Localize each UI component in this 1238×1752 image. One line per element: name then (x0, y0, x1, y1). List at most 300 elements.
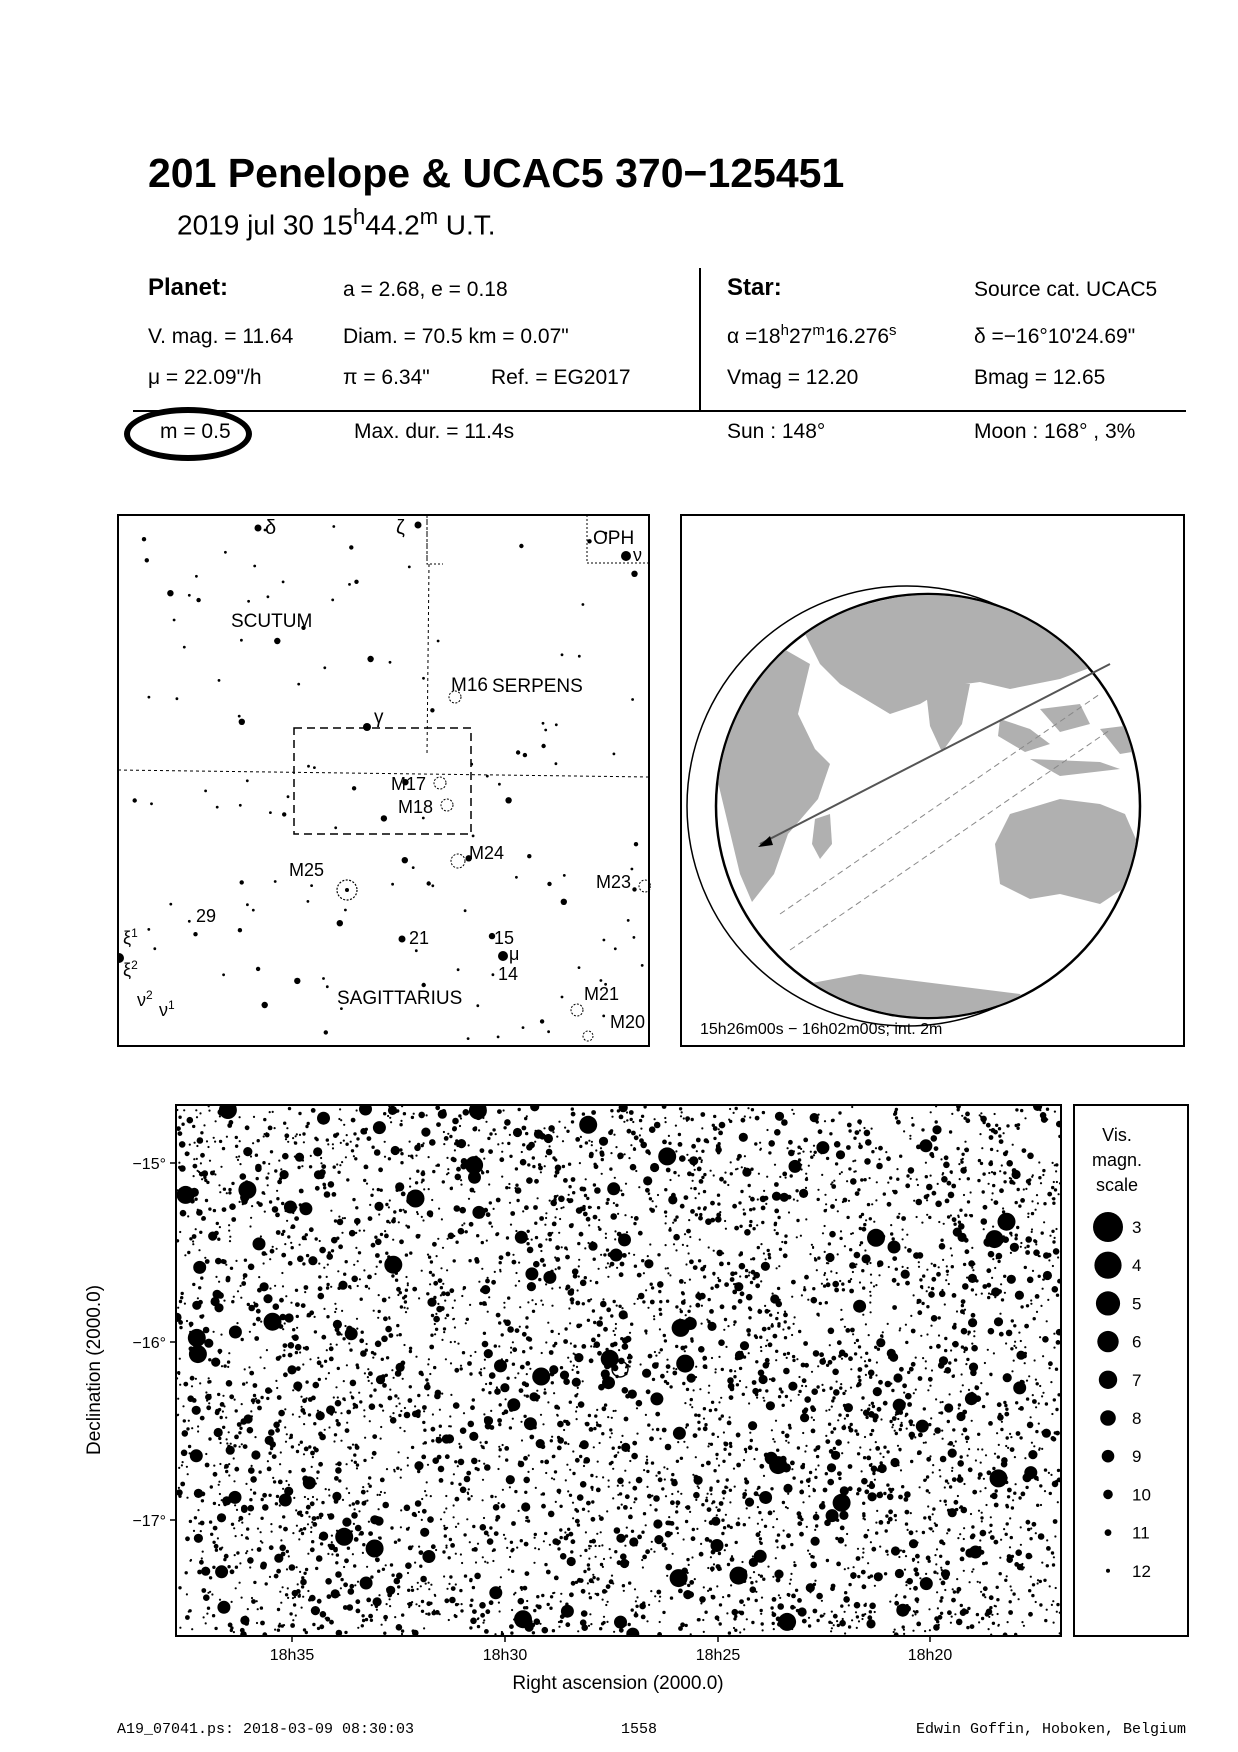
field-star (605, 1237, 607, 1239)
field-star (558, 1232, 560, 1234)
field-star (1015, 1549, 1022, 1556)
field-star (876, 1510, 878, 1512)
field-star (294, 1141, 296, 1143)
field-star (928, 1291, 935, 1298)
field-star (991, 1277, 993, 1279)
field-star (532, 1310, 535, 1313)
field-star (310, 1155, 312, 1157)
field-star (251, 1465, 253, 1467)
field-star (197, 1570, 202, 1575)
field-star (742, 1393, 745, 1396)
field-star (692, 1528, 695, 1531)
field-star (664, 1117, 666, 1119)
field-star (426, 1481, 428, 1483)
field-star (868, 1370, 875, 1377)
field-star (558, 1333, 560, 1335)
field-star (1041, 1448, 1043, 1450)
field-star (784, 1320, 787, 1323)
field-star (337, 1396, 339, 1398)
field-star (583, 1460, 586, 1463)
field-star (878, 1274, 880, 1276)
field-star (307, 1122, 310, 1125)
field-star (966, 1441, 968, 1443)
field-star (302, 1262, 305, 1265)
field-star (552, 1455, 555, 1458)
field-star (697, 1207, 700, 1210)
field-star (978, 1546, 981, 1549)
field-star (375, 1558, 377, 1560)
field-star (558, 1492, 560, 1494)
field-star (575, 1519, 580, 1524)
field-star (554, 1216, 556, 1218)
field-star (393, 1210, 396, 1213)
field-star (909, 1423, 912, 1426)
field-star (893, 1190, 898, 1195)
field-star (982, 1172, 985, 1175)
field-star (633, 1303, 635, 1305)
field-star (242, 1382, 245, 1385)
field-star (817, 1464, 819, 1466)
field-star (598, 1424, 601, 1427)
field-star (778, 1594, 780, 1596)
field-star (943, 1162, 950, 1169)
field-star (496, 1232, 499, 1235)
field-star (355, 1525, 362, 1532)
field-star (537, 1197, 539, 1199)
field-star (391, 1369, 393, 1371)
field-star (506, 1377, 509, 1380)
field-star (489, 1526, 492, 1529)
field-star (841, 1452, 843, 1454)
field-star (748, 1402, 750, 1404)
field-star (909, 1138, 911, 1140)
field-star (652, 1378, 655, 1381)
planet-ref: Ref. = EG2017 (491, 366, 631, 389)
planet-diam: Diam. = 70.5 km = 0.07" (343, 325, 569, 348)
field-star (497, 1143, 499, 1145)
field-star (913, 1424, 915, 1426)
field-star (338, 1118, 340, 1120)
field-star (757, 1198, 759, 1200)
field-star (300, 1190, 303, 1193)
field-star (288, 1261, 293, 1266)
field-star (770, 1487, 773, 1490)
field-star (780, 1456, 787, 1463)
field-star (1052, 1600, 1054, 1602)
field-star (948, 1361, 951, 1364)
field-star (502, 1503, 504, 1505)
field-star (630, 1323, 633, 1326)
field-star (600, 1254, 602, 1256)
field-star (199, 1231, 202, 1234)
field-star (523, 1477, 530, 1484)
field-star (672, 1371, 677, 1376)
field-star (474, 1257, 479, 1262)
field-star (432, 1242, 437, 1247)
field-star (785, 1506, 787, 1508)
field-star (790, 1461, 795, 1466)
field-star (701, 1503, 704, 1506)
field-star (250, 1489, 252, 1491)
field-star (723, 1431, 725, 1433)
alpha-h: h (780, 322, 789, 339)
field-star (988, 1183, 990, 1185)
field-star (595, 1149, 597, 1151)
field-star (845, 1544, 847, 1546)
field-star (868, 1492, 877, 1501)
field-star (683, 1117, 685, 1119)
field-star (990, 1374, 992, 1376)
field-star (888, 1488, 891, 1491)
finder-star (492, 973, 495, 976)
field-star (568, 1558, 570, 1560)
field-star (703, 1364, 708, 1369)
field-star (199, 1382, 201, 1384)
field-star (858, 1345, 861, 1348)
field-star (404, 1307, 406, 1309)
finder-star (367, 656, 373, 662)
field-star (367, 1136, 372, 1141)
field-star (928, 1377, 933, 1382)
field-star (707, 1507, 712, 1512)
field-star (1046, 1609, 1048, 1611)
field-star (614, 1238, 616, 1240)
field-star (844, 1326, 846, 1328)
field-star (400, 1509, 402, 1511)
field-star (346, 1178, 349, 1181)
field-star (727, 1325, 729, 1327)
field-star (988, 1532, 990, 1534)
field-star (907, 1248, 912, 1253)
field-star (1018, 1598, 1020, 1600)
field-star (941, 1176, 948, 1183)
field-star (594, 1341, 601, 1348)
field-star (933, 1571, 936, 1574)
field-star (874, 1572, 883, 1581)
star-mu (498, 951, 508, 961)
field-star (721, 1519, 724, 1522)
field-star (584, 1247, 586, 1249)
field-star (869, 1464, 872, 1467)
field-star (833, 1494, 851, 1512)
field-star (521, 1151, 523, 1153)
field-star (634, 1497, 637, 1500)
field-star (398, 1264, 400, 1266)
field-star (744, 1448, 747, 1451)
field-star (956, 1412, 965, 1421)
field-star (554, 1342, 557, 1345)
field-star (333, 1396, 335, 1398)
field-star (394, 1470, 396, 1472)
field-star (745, 1451, 747, 1453)
field-star (454, 1368, 459, 1373)
field-star (444, 1136, 449, 1141)
field-star (1040, 1504, 1042, 1506)
field-star (290, 1302, 292, 1304)
field-star (487, 1534, 489, 1536)
field-star (1018, 1204, 1021, 1207)
field-star (725, 1346, 727, 1348)
field-star (498, 1446, 500, 1448)
field-star (534, 1537, 536, 1539)
field-star (590, 1623, 592, 1625)
finder-star (505, 797, 511, 803)
field-star (192, 1125, 195, 1128)
field-star (857, 1188, 860, 1191)
field-star (349, 1589, 354, 1594)
field-star (697, 1414, 700, 1417)
field-star (527, 1471, 529, 1473)
field-star (570, 1223, 573, 1226)
field-star (423, 1627, 425, 1629)
field-star (555, 1257, 560, 1262)
finder-star (176, 697, 179, 700)
field-star (889, 1245, 891, 1247)
field-star (357, 1627, 359, 1629)
field-star (260, 1356, 262, 1358)
field-star (208, 1402, 210, 1404)
field-star (826, 1559, 829, 1562)
field-star (750, 1197, 755, 1202)
field-star (602, 1376, 615, 1389)
field-star (1012, 1181, 1015, 1184)
field-star (928, 1608, 930, 1610)
field-star (345, 1143, 348, 1146)
field-star (293, 1381, 302, 1390)
field-star (664, 1478, 666, 1480)
field-star (878, 1146, 883, 1151)
field-star (723, 1526, 726, 1529)
field-star (894, 1514, 897, 1517)
field-star (437, 1455, 442, 1460)
field-star (258, 1470, 261, 1473)
field-star (1050, 1381, 1052, 1383)
field-star (932, 1125, 941, 1134)
field-star (361, 1614, 364, 1617)
field-star (722, 1460, 725, 1463)
field-star (893, 1373, 902, 1382)
field-star (393, 1107, 395, 1109)
field-star (728, 1453, 731, 1456)
star-nu-oph (621, 551, 631, 561)
field-star (926, 1199, 928, 1201)
field-star (597, 1461, 599, 1463)
field-star (903, 1130, 905, 1132)
field-star (596, 1476, 598, 1478)
field-star (226, 1192, 228, 1194)
field-star (684, 1195, 689, 1200)
field-star (575, 1301, 580, 1306)
field-star (336, 1331, 341, 1336)
field-star (272, 1246, 274, 1248)
field-star (704, 1423, 707, 1426)
field-star (774, 1229, 776, 1231)
field-star (308, 1413, 311, 1416)
field-star (896, 1283, 899, 1286)
field-star (980, 1550, 985, 1555)
field-star (716, 1585, 718, 1587)
field-star (773, 1334, 778, 1339)
field-star (485, 1383, 487, 1385)
field-star (205, 1259, 210, 1264)
field-star (741, 1569, 748, 1576)
field-star (177, 1307, 179, 1309)
field-star (1033, 1317, 1036, 1320)
field-star (569, 1469, 571, 1471)
field-star (384, 1141, 386, 1143)
field-star (251, 1450, 260, 1459)
field-star (651, 1461, 654, 1464)
field-star (775, 1297, 778, 1300)
field-star (451, 1586, 456, 1591)
field-star (961, 1153, 964, 1156)
field-star (295, 1135, 297, 1137)
field-star (241, 1403, 243, 1405)
field-star (865, 1323, 867, 1325)
field-star (396, 1287, 401, 1292)
field-star (210, 1533, 213, 1536)
field-star (811, 1429, 816, 1434)
field-star (366, 1598, 371, 1603)
field-star (396, 1624, 403, 1631)
field-star (209, 1394, 211, 1396)
field-star (224, 1467, 226, 1469)
field-star (898, 1495, 903, 1500)
field-star (253, 1491, 256, 1494)
field-star (609, 1428, 612, 1431)
field-star (677, 1491, 679, 1493)
field-star (533, 1205, 538, 1210)
field-star (855, 1130, 860, 1135)
field-star (412, 1287, 417, 1292)
field-star (606, 1202, 609, 1205)
field-star (916, 1145, 921, 1150)
field-star (1041, 1231, 1044, 1234)
field-star (572, 1517, 574, 1519)
field-star (404, 1300, 407, 1303)
field-star (746, 1507, 748, 1509)
field-star (912, 1630, 914, 1632)
field-star (424, 1441, 427, 1444)
field-star (777, 1622, 782, 1627)
field-star (557, 1436, 560, 1439)
field-star (490, 1410, 492, 1412)
field-star (519, 1326, 521, 1328)
field-star (1052, 1437, 1057, 1442)
field-star (768, 1256, 771, 1259)
field-star (363, 1492, 365, 1494)
field-star (740, 1291, 745, 1296)
field-star (961, 1115, 963, 1117)
field-star (423, 1555, 426, 1558)
field-star (551, 1305, 553, 1307)
field-star (846, 1533, 848, 1535)
field-star (248, 1559, 250, 1561)
field-star (555, 1170, 560, 1175)
field-star (1042, 1288, 1044, 1290)
field-star (838, 1452, 840, 1454)
field-star (434, 1333, 436, 1335)
field-star (926, 1290, 928, 1292)
field-star (432, 1170, 435, 1173)
m25-center (345, 888, 349, 892)
field-star (645, 1289, 647, 1291)
field-star (665, 1121, 667, 1123)
field-star (721, 1368, 724, 1371)
field-star (479, 1371, 482, 1374)
field-star (984, 1487, 986, 1489)
field-star (1003, 1275, 1006, 1278)
field-star (189, 1346, 194, 1351)
minutes-text: 44.2 (365, 209, 420, 241)
field-star (279, 1177, 282, 1180)
field-star (421, 1519, 423, 1521)
field-star (1053, 1333, 1055, 1335)
field-star (902, 1229, 904, 1231)
field-star (626, 1231, 628, 1233)
field-star (802, 1619, 807, 1624)
field-star (907, 1267, 909, 1269)
field-star (760, 1575, 763, 1578)
field-star (633, 1501, 635, 1503)
field-star (378, 1594, 380, 1596)
finder-star (516, 750, 520, 754)
field-star (315, 1186, 320, 1191)
field-star (672, 1553, 674, 1555)
field-star (362, 1486, 364, 1488)
field-star (887, 1554, 889, 1556)
field-star (484, 1629, 489, 1634)
field-star (613, 1330, 615, 1332)
field-star (862, 1556, 864, 1558)
field-star (978, 1510, 980, 1512)
field-star (761, 1206, 766, 1211)
finder-star (422, 677, 425, 680)
field-star (447, 1133, 449, 1135)
field-star (371, 1604, 373, 1606)
field-star (775, 1557, 777, 1559)
field-star (687, 1374, 696, 1383)
field-star (333, 1165, 336, 1168)
field-star (371, 1351, 374, 1354)
field-star (967, 1177, 970, 1180)
field-star (401, 1633, 403, 1635)
field-star (508, 1569, 510, 1571)
field-star (655, 1355, 657, 1357)
field-star (393, 1377, 395, 1379)
field-star (593, 1427, 596, 1430)
field-star (265, 1582, 268, 1585)
field-star (999, 1332, 1004, 1337)
field-star (522, 1210, 524, 1212)
field-star (1014, 1237, 1017, 1240)
field-star (1043, 1579, 1046, 1582)
field-star (750, 1581, 753, 1584)
field-star (1046, 1539, 1048, 1541)
field-star (899, 1428, 902, 1431)
field-star (566, 1248, 568, 1250)
field-star (850, 1278, 852, 1280)
field-star (759, 1375, 768, 1384)
field-star (610, 1314, 613, 1317)
field-star (432, 1413, 434, 1415)
field-star (396, 1334, 398, 1336)
field-star (377, 1570, 380, 1573)
alpha-s: s (889, 322, 897, 339)
field-star (704, 1138, 709, 1143)
field-star (598, 1228, 601, 1231)
field-star (971, 1313, 976, 1318)
